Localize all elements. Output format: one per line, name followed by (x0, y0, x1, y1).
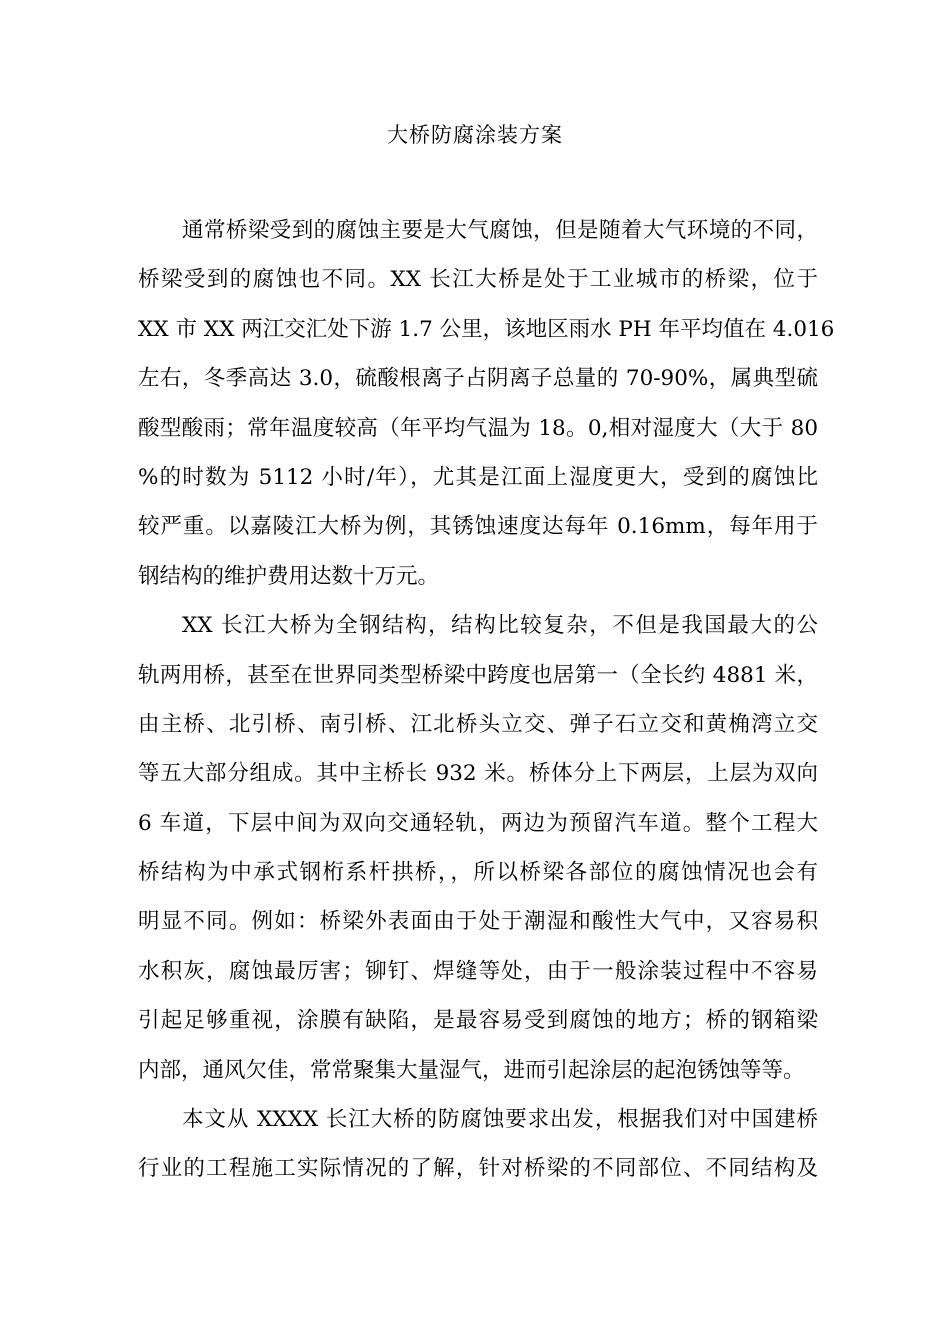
paragraph-1-line-3: XX 市 XX 两江交汇处下游 1.7 公里，该地区雨水 PH 年平均值在 4.016 (138, 316, 835, 342)
paragraph-2-line-8: 水积灰，腐蚀最厉害；铆钉、焊缝等处，由于一般涂装过程中不容易 (138, 958, 818, 984)
paragraph-2-line-3: 由主桥、北引桥、南引桥、江北桥头立交、弹子石立交和黄桷湾立交 (138, 711, 818, 737)
paragraph-2-line-6: 桥结构为中承式钢桁系杆拱桥，，所以桥梁各部位的腐蚀情况也会有 (138, 860, 818, 886)
paragraph-1-line-4: 左右，冬季高达 3.0，硫酸根离子占阴离子总量的 70-90%，属典型硫 (138, 366, 818, 392)
paragraph-2-line-5: 6 车道，下层中间为双向交通轻轨，两边为预留汽车道。整个工程大 (138, 810, 818, 836)
paragraph-2-line-1: XX 长江大桥为全钢结构，结构比较复杂，不但是我国最大的公 (182, 613, 818, 639)
paragraph-1-line-6: %的时数为 5112 小时/年），尤其是江面上湿度更大，受到的腐蚀比 (138, 464, 818, 490)
paragraph-3-line-1: 本文从 XXXX 长江大桥的防腐蚀要求出发，根据我们对中国建桥 (182, 1107, 818, 1133)
paragraph-1-line-5: 酸型酸雨；常年温度较高（年平均气温为 18。0,相对湿度大（大于 80 (138, 415, 818, 441)
paragraph-2-line-10: 内部，通风欠佳，常常聚集大量湿气，进而引起涂层的起泡锈蚀等等。 (138, 1057, 805, 1083)
paragraph-1-line-7: 较严重。以嘉陵江大桥为例，其锈蚀速度达每年 0.16mm，每年用于 (138, 514, 818, 540)
paragraph-2-line-9: 引起足够重视，涂膜有缺陷，是最容易受到腐蚀的地方；桥的钢箱梁 (138, 1008, 818, 1034)
document-title: 大桥防腐涂装方案 (387, 123, 563, 147)
paragraph-2-line-7: 明显不同。例如：桥梁外表面由于处于潮湿和酸性大气中，又容易积 (138, 909, 818, 935)
paragraph-2-line-2: 轨两用桥，甚至在世界同类型桥梁中跨度也居第一（全长约 4881 米， (138, 662, 818, 688)
paragraph-2-line-4: 等五大部分组成。其中主桥长 932 米。桥体分上下两层，上层为双向 (138, 761, 818, 787)
paragraph-3-line-2: 行业的工程施工实际情况的了解，针对桥梁的不同部位、不同结构及 (138, 1156, 818, 1182)
paragraph-1-line-8: 钢结构的维护费用达数十万元。 (138, 563, 440, 589)
document-body (138, 206, 835, 1194)
paragraph-1-line-1: 通常桥梁受到的腐蚀主要是大气腐蚀，但是随着大气环境的不同， (182, 218, 818, 243)
paragraph-1-line-2: 桥梁受到的腐蚀也不同。XX 长江大桥是处于工业城市的桥梁，位于 (138, 267, 818, 293)
